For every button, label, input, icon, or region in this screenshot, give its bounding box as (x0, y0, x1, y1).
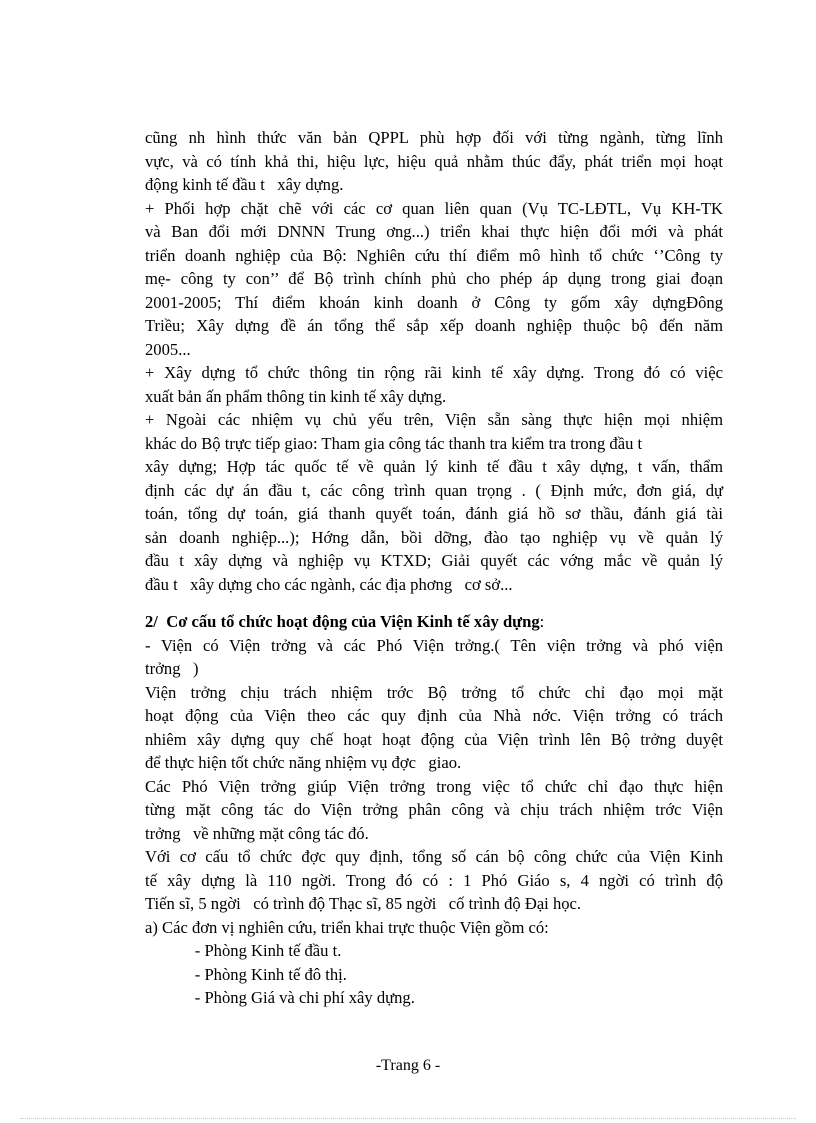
text-line: toán, tổng dự toán, giá thanh quyết toán, đánh giá hồ sơ thầu, đánh giá tài (145, 504, 723, 523)
text-line: a) Các đơn vị nghiên cứu, triển khai trực thuộc Viện gồm có: (145, 917, 549, 937)
text-line: Triều; Xây dựng đề án tổng thể sắp xếp doanh nghiệp thuộc bộ đến năm (145, 316, 723, 335)
list-item: - Phòng Kinh tế đô thị. (145, 964, 347, 984)
text-line: nhiêm xây dựng quy chế hoạt hoạt động của Viện trình lên Bộ trởng duyệt (145, 729, 723, 749)
text-line: khác do Bộ trực tiếp giao: Tham gia công tác thanh tra kiểm tra trong đầu t (145, 433, 643, 453)
text-line: động kinh tế đầu t xây dựng. (145, 175, 344, 194)
section-heading-colon: : (539, 612, 545, 631)
text-line: 2001-2005; Thí điểm khoán kinh doanh ở Công ty gốm xây dựngĐông (145, 292, 723, 312)
text-line: Viện trởng chịu trách nhiệm trớc Bộ trởng tổ chức chỉ đạo mọi mặt (145, 682, 723, 702)
text-line: hoạt động của Viện theo các quy định của Nhà nớc. Viện trởng có trách (145, 706, 723, 725)
text-line: mẹ- công ty con’’ để Bộ trình chính phủ cho phép áp dụng trong giai đoạn (145, 269, 723, 288)
section-heading (145, 610, 723, 634)
text-line: xây dựng; Hợp tác quốc tế về quản lý kinh tế đầu t xây dựng, t vấn, thẩm (145, 457, 723, 476)
page-bottom-dotted-rule (20, 1118, 796, 1119)
list-item: - Phòng Kinh tế đầu t. (145, 941, 342, 960)
text-line: trởng về những mặt công tác đó. (145, 823, 369, 843)
text-line: đầu t xây dựng và nghiệp vụ KTXD; Giải quyết các vớng mắc về quản lý (145, 551, 723, 570)
text-line: và Ban đổi mới DNNN Trung ơng...) triển khai thực hiện đổi mới và phát (145, 222, 723, 241)
text-line: triển doanh nghiệp của Bộ: Nghiên cứu thí điểm mô hình tổ chức ‘’Công ty (145, 245, 723, 265)
text-line: Các Phó Viện trởng giúp Viện trởng trong việc tổ chức chỉ đạo thực hiện (145, 776, 723, 796)
section-heading-title: 2/ Cơ cấu tổ chức hoạt động của Viện Kinh tế xây dựng (145, 612, 540, 631)
text-line: vực, và có tính khả thi, hiệu lực, hiệu quả nhằm thúc đẩy, phát triển mọi hoạt (145, 151, 723, 171)
text-line: tế xây dựng là 110 ngời. Trong đó có : 1 Phó Giáo s, 4 ngời có trình độ (145, 870, 723, 890)
text-line: sản doanh nghiệp...); Hớng dẫn, bồi dỡng, đào tạo nghiệp vụ về quản lý (145, 527, 723, 547)
page-number: -Trang 6 - (375, 1057, 441, 1074)
text-line: xuất bản ấn phẩm thông tin kinh tế xây dựng. (145, 386, 447, 406)
text-line: định các dự án đầu t, các công trình quan trọng . ( Định mức, đơn giá, dự (145, 480, 723, 500)
text-line: Tiến sĩ, 5 ngời có trình độ Thạc sĩ, 85 ngời cố trình độ Đại học. (145, 894, 582, 913)
text-line: đầu t xây dựng cho các ngành, các địa phơng cơ sở... (145, 574, 513, 594)
text-line: trởng ) (145, 659, 199, 678)
text-line: cũng nh hình thức văn bản QPPL phù hợp đối với từng ngành, từng lĩnh (145, 128, 723, 147)
text-line: 2005... (145, 339, 191, 359)
text-line: + Xây dựng tổ chức thông tin rộng rãi kinh tế xây dựng. Trong đó có việc (145, 363, 723, 382)
text-line: + Phối hợp chặt chẽ với các cơ quan liên quan (Vụ TC-LĐTL, Vụ KH-TK (145, 198, 723, 218)
text-line: Với cơ cấu tổ chức đợc quy định, tổng số cán bộ công chức của Viện Kinh (145, 847, 723, 866)
page-body (145, 126, 723, 1010)
text-line: từng mặt công tác do Viện trởng phân công và chịu trách nhiệm trớc Viện (145, 800, 723, 819)
list-item: - Phòng Giá và chi phí xây dựng. (145, 988, 415, 1007)
text-line: + Ngoài các nhiệm vụ chủ yếu trên, Viện sẵn sàng thực hiện mọi nhiệm (145, 410, 723, 429)
text-line: để thực hiện tốt chức năng nhiệm vụ đợc giao. (145, 753, 462, 772)
text-line: - Viện có Viện trởng và các Phó Viện trởng.( Tên viện trởng và phó viện (145, 635, 723, 655)
